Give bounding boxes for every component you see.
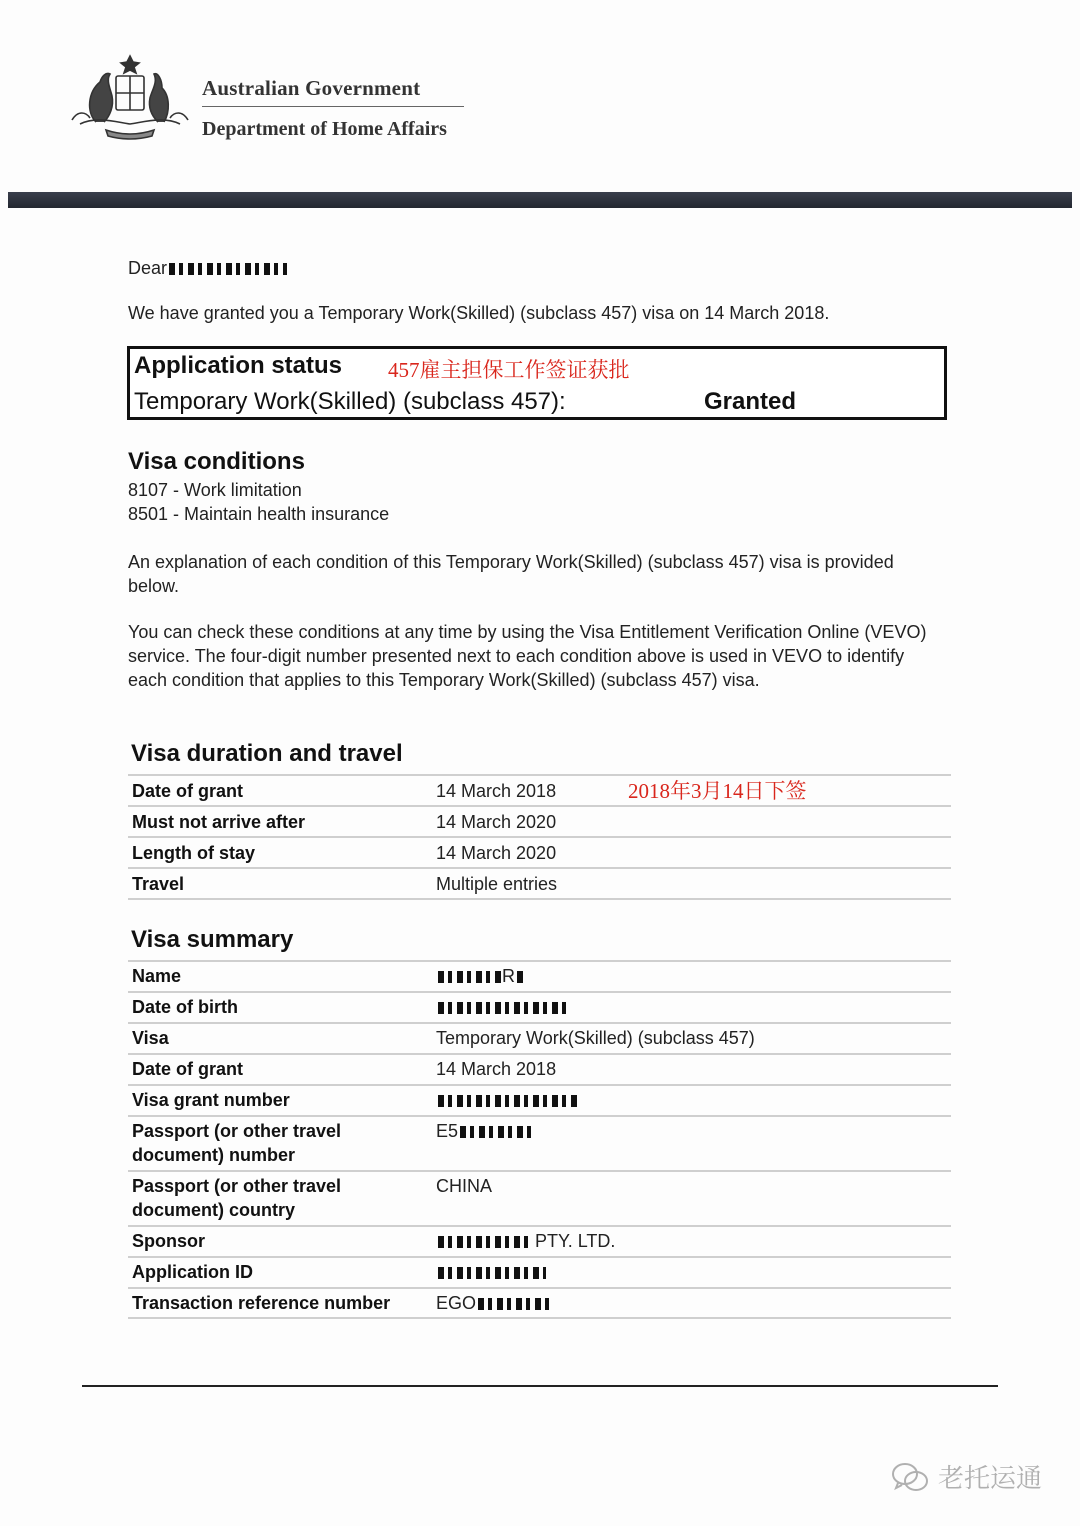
row-value: [436, 1291, 552, 1315]
condition-item: 8107 - Work limitation: [128, 480, 302, 500]
row-value: 14 March 2018: [436, 1059, 557, 1079]
row-label: Passport (or other travel document) country: [132, 1176, 342, 1220]
row-label: Transaction reference number: [132, 1293, 391, 1313]
table-row: [128, 774, 951, 805]
header-band: [8, 192, 1072, 208]
government-name: Australian Government: [202, 76, 421, 100]
row-value: CHINA: [436, 1176, 493, 1196]
table-row: [128, 1225, 951, 1256]
table-row: [128, 1115, 951, 1170]
row-value: Temporary Work(Skilled) (subclass 457): [436, 1028, 755, 1048]
salutation-line: [128, 256, 287, 280]
redacted-name: [169, 263, 287, 275]
table-row: [128, 1084, 951, 1115]
row-value: [436, 1088, 580, 1112]
row-label: Passport (or other travel document) number: [132, 1121, 342, 1165]
redacted-value: [517, 971, 527, 983]
conditions-heading: Visa conditions: [128, 448, 305, 475]
table-row: [128, 805, 951, 836]
conditions-explanation: An explanation of each condition of this Temporary Work(Skilled) (subclass 457) visa is provided below.: [128, 552, 894, 596]
row-label: Date of birth: [132, 997, 238, 1017]
summary-table: [128, 960, 951, 1319]
row-label: Name: [132, 966, 182, 986]
row-label: Date of grant: [132, 781, 244, 801]
row-label: Travel: [132, 874, 185, 894]
coat-of-arms-logo: [66, 52, 194, 144]
condition-item: 8501 - Maintain health insurance: [128, 504, 390, 524]
row-value: 14 March 2020: [436, 812, 557, 832]
row-label: Visa grant number: [132, 1090, 290, 1110]
watermark: [890, 1458, 1042, 1495]
row-value-text: EGO: [436, 1293, 477, 1313]
grant-date-annotation: 2018年3月14日下签: [628, 779, 807, 803]
row-value: Multiple entries: [436, 874, 558, 894]
row-value: [436, 1119, 534, 1143]
table-row: [128, 1022, 951, 1053]
redacted-value: [460, 1126, 534, 1138]
row-value: [436, 995, 570, 1019]
redacted-value: [438, 1236, 530, 1248]
table-row: [128, 1170, 951, 1225]
redacted-value: [438, 971, 502, 983]
grant-intro: We have granted you a Temporary Work(Skilled) (subclass 457) visa on 14 March 2018.: [128, 303, 830, 323]
redacted-value: [438, 1095, 580, 1107]
status-title: Application status: [134, 352, 343, 379]
table-row: [128, 867, 951, 900]
row-label: Visa: [132, 1028, 169, 1048]
status-visa-type: Temporary Work(Skilled) (subclass 457):: [134, 388, 566, 415]
row-label: Length of stay: [132, 843, 256, 863]
redacted-value: [438, 1002, 570, 1014]
salutation: Dear: [128, 258, 168, 278]
department-name: Department of Home Affairs: [202, 118, 447, 140]
row-value: [436, 1260, 546, 1284]
row-value-text: E5: [436, 1121, 459, 1141]
header-divider: [202, 106, 464, 107]
row-label: Date of grant: [132, 1059, 244, 1079]
vevo-paragraph: You can check these conditions at any time by using the Visa Entitlement Verification Online (VEVO) service. The four-digit number presented next to each condition above is used in VEVO to identify each condition that applies to this Temporary Work(Skilled) (subclass 457) visa.: [128, 622, 927, 690]
wechat-icon: [890, 1461, 930, 1493]
status-value: Granted: [704, 388, 797, 415]
row-value-text: PTY. LTD.: [535, 1231, 616, 1251]
table-row: [128, 960, 951, 991]
row-label: Must not arrive after: [132, 812, 306, 832]
table-row: [128, 991, 951, 1022]
redacted-value: [438, 1267, 546, 1279]
row-value: 14 March 2020: [436, 843, 557, 863]
summary-heading: Visa summary: [131, 926, 294, 953]
row-label: Sponsor: [132, 1231, 206, 1251]
row-value-text: R: [502, 966, 515, 986]
duration-heading: Visa duration and travel: [131, 740, 403, 767]
table-row: [128, 836, 951, 867]
table-row: [128, 1053, 951, 1084]
status-annotation: 457雇主担保工作签证获批: [388, 358, 630, 382]
row-label: Application ID: [132, 1262, 253, 1282]
redacted-value: [478, 1298, 552, 1310]
row-value: 14 March 2018: [436, 781, 557, 801]
table-row: [128, 1287, 951, 1319]
footer-divider: [82, 1385, 998, 1387]
watermark-text: 老托运通: [938, 1463, 1043, 1493]
row-value: [436, 964, 527, 988]
duration-table: [128, 774, 951, 900]
table-row: [128, 1256, 951, 1287]
row-value: [436, 1229, 615, 1253]
